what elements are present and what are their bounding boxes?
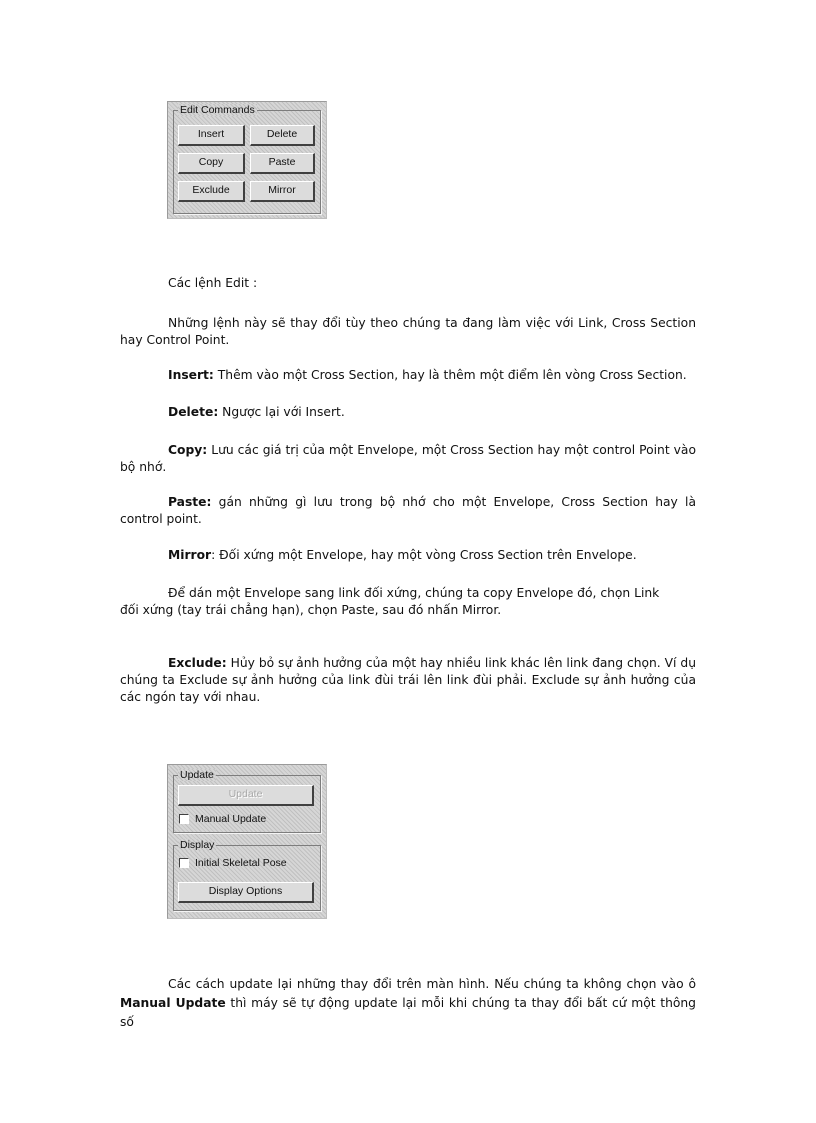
mirror-paragraph	[120, 547, 696, 564]
update-button[interactable]: Update	[178, 785, 314, 806]
manual-update-label: Manual Update	[195, 813, 267, 825]
initial-pose-label: Initial Skeletal Pose	[195, 857, 287, 869]
display-group	[173, 839, 321, 911]
manual-update-term: Manual Update	[120, 996, 226, 1010]
mirror-button[interactable]: Mirror	[250, 181, 315, 202]
paste-desc: gán những gì lưu trong bộ nhớ cho một Envelope, Cross Section hay là control point.	[120, 495, 696, 526]
edit-heading: Các lệnh Edit :	[168, 276, 258, 290]
edit-commands-group	[173, 104, 321, 214]
exclude-term: Exclude:	[168, 656, 227, 670]
insert-button[interactable]: Insert	[178, 125, 245, 146]
insert-term: Insert:	[168, 368, 214, 382]
initial-pose-checkbox[interactable]	[179, 858, 189, 868]
copy-paragraph	[120, 442, 696, 476]
update-display-panel	[167, 764, 327, 919]
copy-term: Copy:	[168, 443, 208, 457]
insert-desc: Thêm vào một Cross Section, hay là thêm một điểm lên vòng Cross Section.	[213, 368, 687, 382]
copy-desc: Lưu các giá trị của một Envelope, một Cross Section hay một control Point vào bộ nhớ.	[120, 443, 696, 474]
update-group	[173, 769, 321, 833]
edit-commands-panel	[167, 101, 327, 219]
delete-term: Delete:	[168, 405, 219, 419]
paste-paragraph	[120, 494, 696, 528]
display-options-button[interactable]: Display Options	[178, 882, 314, 903]
copy-button[interactable]: Copy	[178, 153, 245, 174]
exclude-button[interactable]: Exclude	[178, 181, 245, 202]
paste-button[interactable]: Paste	[250, 153, 315, 174]
delete-button[interactable]: Delete	[250, 125, 315, 146]
insert-paragraph	[120, 367, 696, 384]
update-para-part1: Các cách update lại những thay đổi trên màn hình. Nếu chúng ta không chọn vào ô	[168, 977, 696, 991]
update-para-part2: thì máy sẽ tự động update lại mỗi khi chúng ta thay đổi bất cứ một thông số	[120, 996, 696, 1029]
exclude-paragraph	[120, 655, 696, 706]
exclude-desc: Hủy bỏ sự ảnh hưởng của một hay nhiều link khác lên link đang chọn. Ví dụ chúng ta Exclude sự ảnh hưởng của link đùi trái lên link đùi phải. Exclude sự ảnh hưởng của các ngón tay với nhau.	[120, 656, 696, 704]
manual-update-checkbox[interactable]	[179, 814, 189, 824]
mirror-note-paragraph: Để dán một Envelope sang link đối xứng, chúng ta copy Envelope đó, chọn Link đối xứng (tay trái chẳng hạn), chọn Paste, sau đó nhấn Mirror.	[120, 586, 660, 617]
delete-paragraph	[120, 404, 696, 421]
update-group-title: Update	[180, 769, 214, 781]
edit-commands-title: Edit Commands	[180, 104, 255, 116]
mirror-term: Mirror	[168, 548, 212, 562]
intro-paragraph: Những lệnh này sẽ thay đổi tùy theo chúng ta đang làm việc với Link, Cross Section hay Control Point.	[120, 316, 696, 347]
update-paragraph	[120, 975, 696, 1032]
mirror-desc: : Đối xứng một Envelope, hay một vòng Cross Section trên Envelope.	[211, 548, 637, 562]
manual-update-checkbox-row[interactable]	[179, 813, 309, 827]
display-group-title: Display	[180, 839, 215, 851]
paste-term: Paste:	[168, 495, 212, 509]
initial-pose-checkbox-row[interactable]	[179, 857, 309, 871]
delete-desc: Ngược lại với Insert.	[218, 405, 345, 419]
